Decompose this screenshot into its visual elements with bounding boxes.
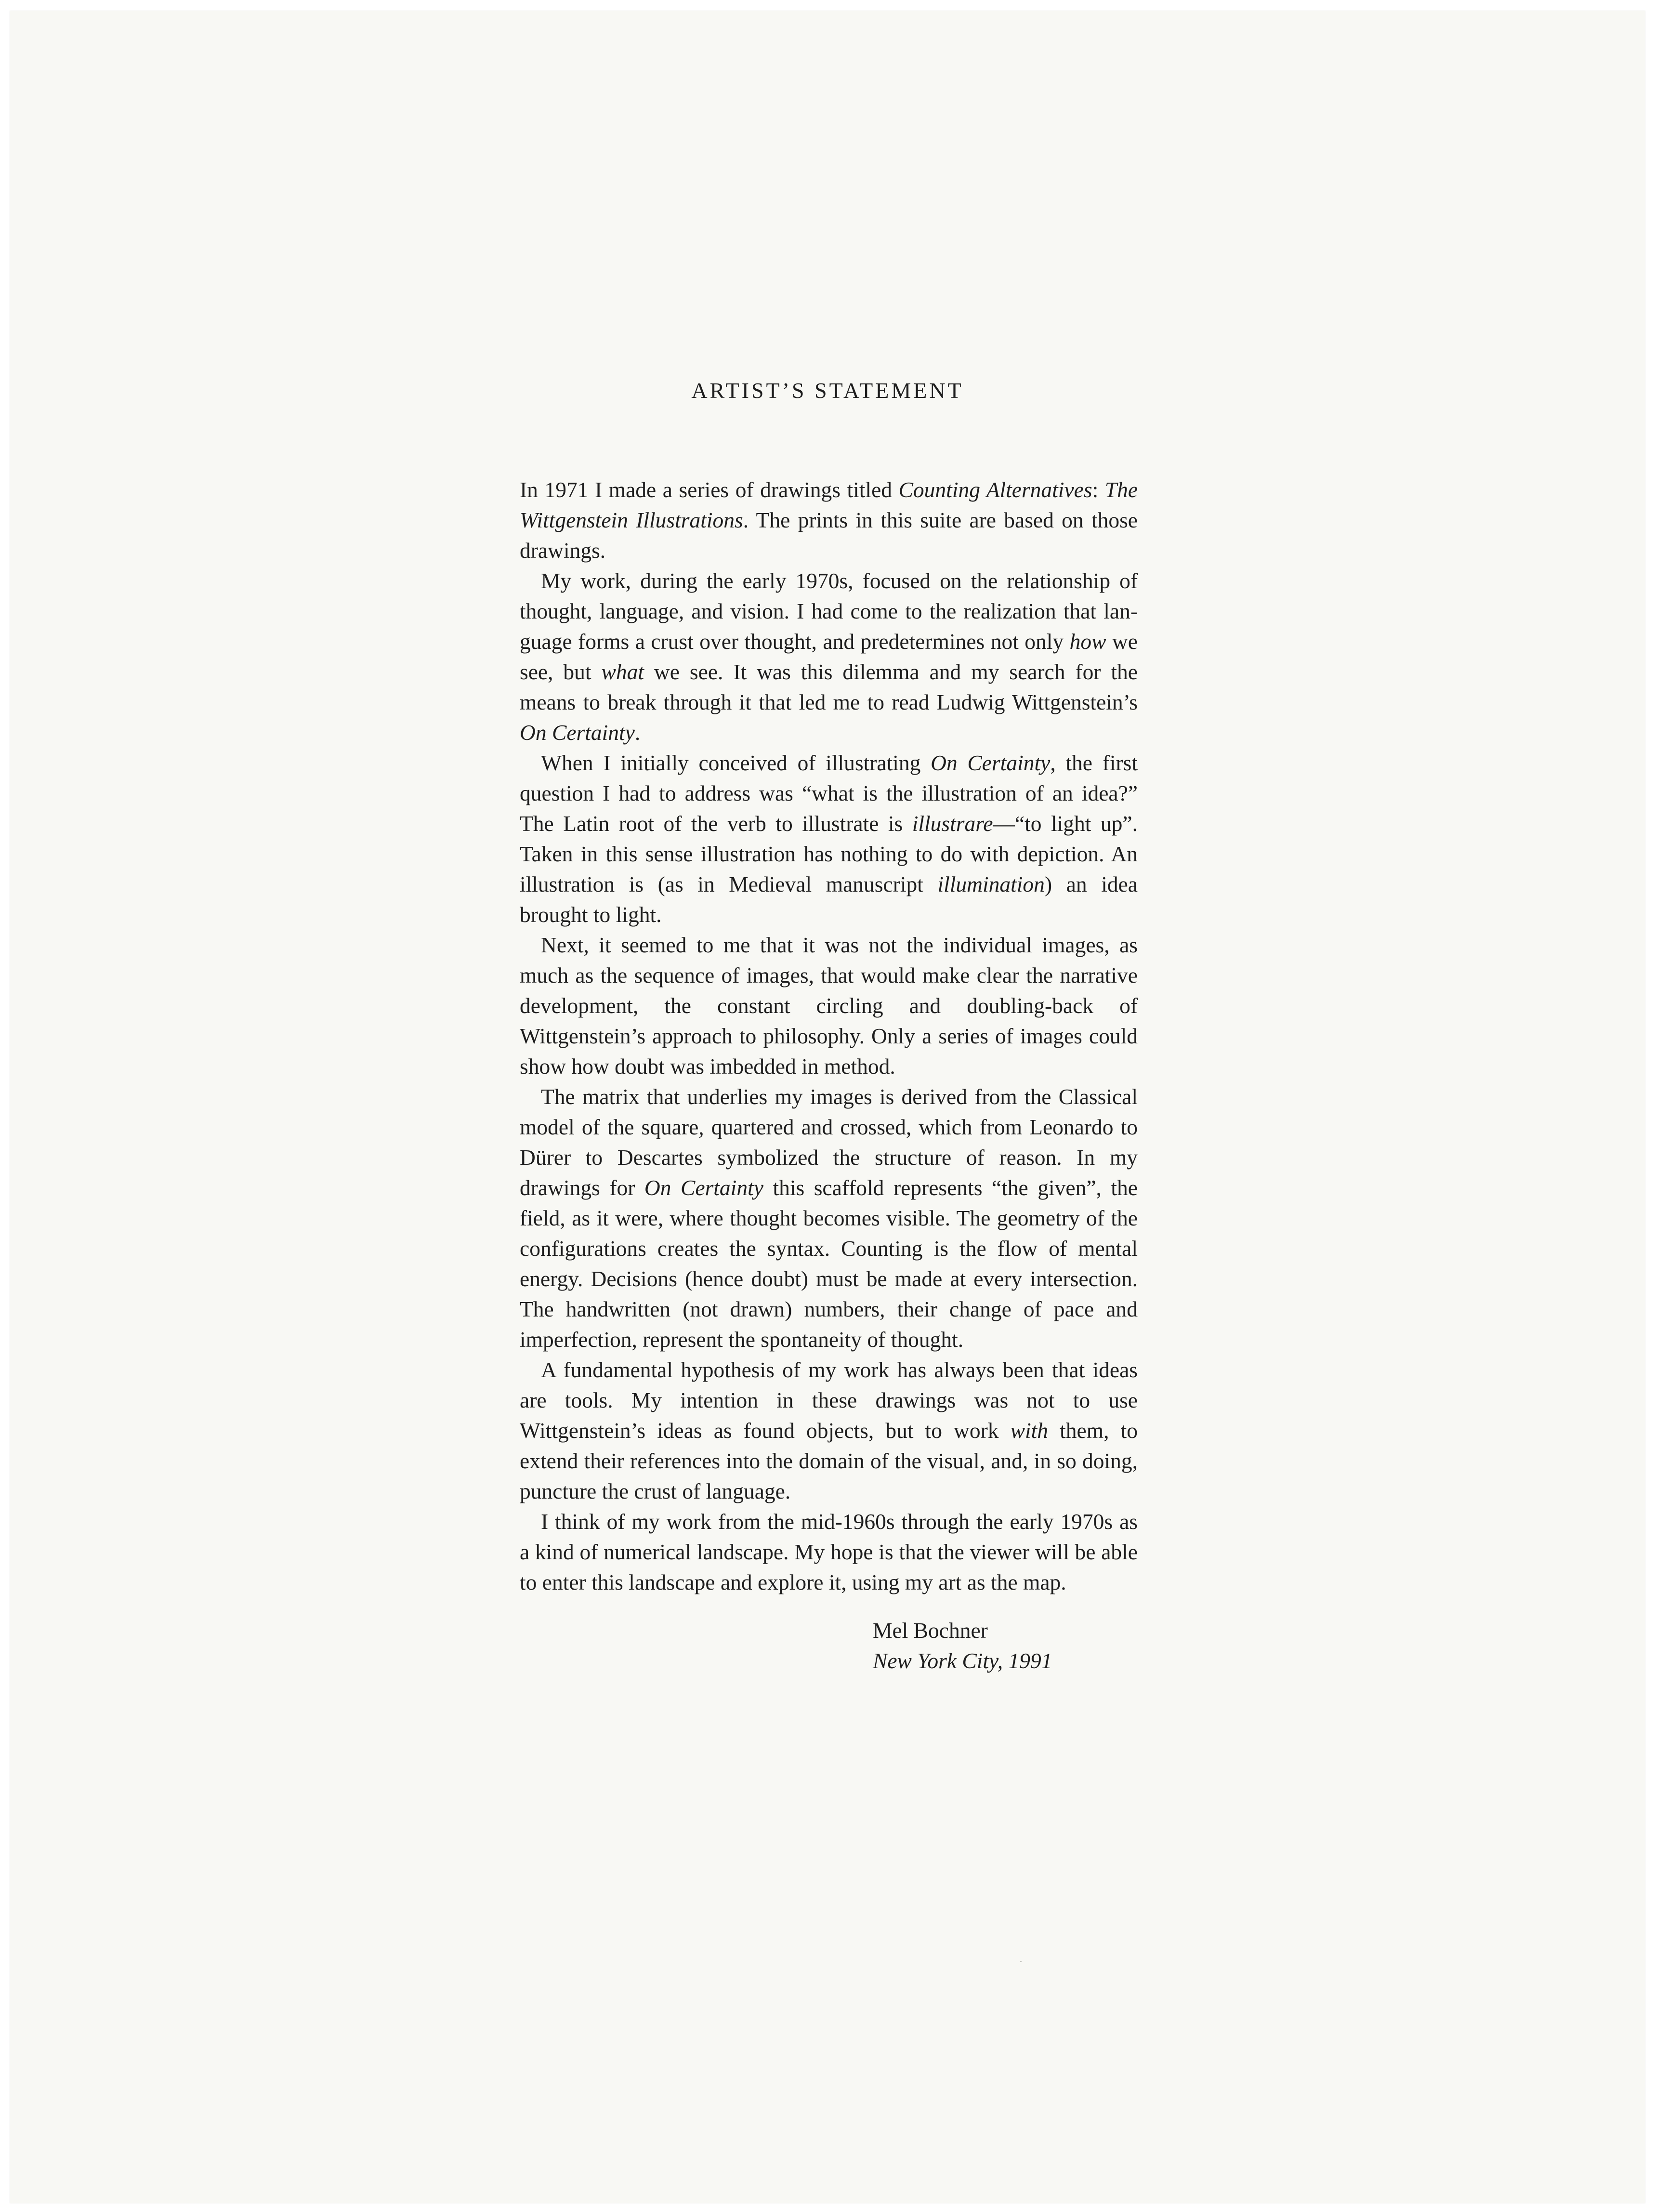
text-run: The matrix that underlies my images is derived from the Classical model of the square, quartered and crossed, which from Leonardo to Dürer to Descartes symbolized the structure of reason. In my drawings for	[520, 1084, 1138, 1200]
text-run: Next, it seemed to me that it was not the individual images, as much as the sequence of images, that would make clear the narrative development, the constant circling and doubling-back of Wittgenstein’s approach to philosophy. Only a series of images could show how doubt was imbedded in method.	[520, 933, 1138, 1079]
text-run: , the first question I had to address was “what is the illustration of an idea?” The Latin root of the verb to illustrate is	[520, 750, 1138, 836]
italic-text-run: The Wittgenstein Illustrations	[520, 477, 1138, 532]
italic-text-run: what	[601, 659, 644, 684]
signature-block	[873, 1615, 1052, 1676]
text-run: .	[634, 720, 641, 745]
paragraph	[520, 930, 1138, 1081]
italic-text-run: how	[1069, 629, 1106, 654]
italic-text-run: On Certainty	[520, 720, 635, 745]
paper-speck	[1020, 1961, 1022, 1962]
paragraph	[520, 1355, 1138, 1506]
paragraph	[520, 1081, 1138, 1355]
paragraph	[520, 474, 1138, 566]
text-run: My work, during the early 1970s, focused on the relationship of thought, language, and vision. I had come to the realization that language forms a crust over thought, and predetermines not only	[520, 568, 1138, 654]
text-run: In 1971 I made a series of drawings titled	[520, 477, 899, 502]
signature-name: Mel Bochner	[873, 1618, 988, 1643]
text-run: we see. It was this dilemma and my search for the means to break through it that led me to read Ludwig Wittgenstein’s	[520, 659, 1138, 714]
text-run: . The prints in this suite are based on those drawings.	[520, 508, 1138, 563]
text-run: A fundamental hypothesis of my work has always been that ideas are tools. My intention in these drawings was not to use Wittgenstein’s ideas as found objects, but to work	[520, 1357, 1138, 1443]
paragraph	[520, 748, 1138, 930]
italic-text-run: Counting Alternatives	[898, 477, 1092, 502]
text-run: them, to extend their references into the domain of the visual, and, in so doing, puncture the crust of language.	[520, 1418, 1138, 1503]
text-run: we see, but	[520, 629, 1138, 684]
paragraph	[520, 1506, 1138, 1597]
italic-text-run: On Certainty	[931, 750, 1051, 775]
signature-place-date	[873, 1646, 1052, 1676]
text-run: When I initially conceived of illustrating	[541, 750, 931, 775]
italic-text-run: illustrare	[912, 811, 993, 836]
text-run: :	[1092, 477, 1105, 502]
text-run: this scaffold represents “the given”, the field, as it were, where thought becomes visible. The geometry of the configurations creates the syntax. Counting is the flow of mental energy. Decisions (hence doubt) must be made at every intersection. The handwritten (not drawn) numbers, their change of pace and imperfection, represent the spontaneity of thought.	[520, 1175, 1138, 1352]
italic-text-run: illumination	[937, 872, 1045, 896]
signature-place-date-text: New York City, 1991	[873, 1648, 1052, 1673]
italic-text-run: with	[1010, 1418, 1049, 1443]
paragraph	[520, 566, 1138, 748]
page-title: ARTIST’S STATEMENT	[691, 378, 964, 403]
text-run: —“to light up”. Taken in this sense illustration has nothing to do with depiction. An illustration is (as in Medieval manuscript	[520, 811, 1138, 896]
text-run: I think of my work from the mid-1960s through the early 1970s as a kind of numerical landscape. My hope is that the viewer will be able to enter this landscape and explore it, using my art as the map.	[520, 1509, 1138, 1594]
italic-text-run: On Certainty	[644, 1175, 763, 1200]
statement-body	[520, 474, 1138, 1597]
text-run: ) an idea brought to light.	[520, 872, 1138, 927]
